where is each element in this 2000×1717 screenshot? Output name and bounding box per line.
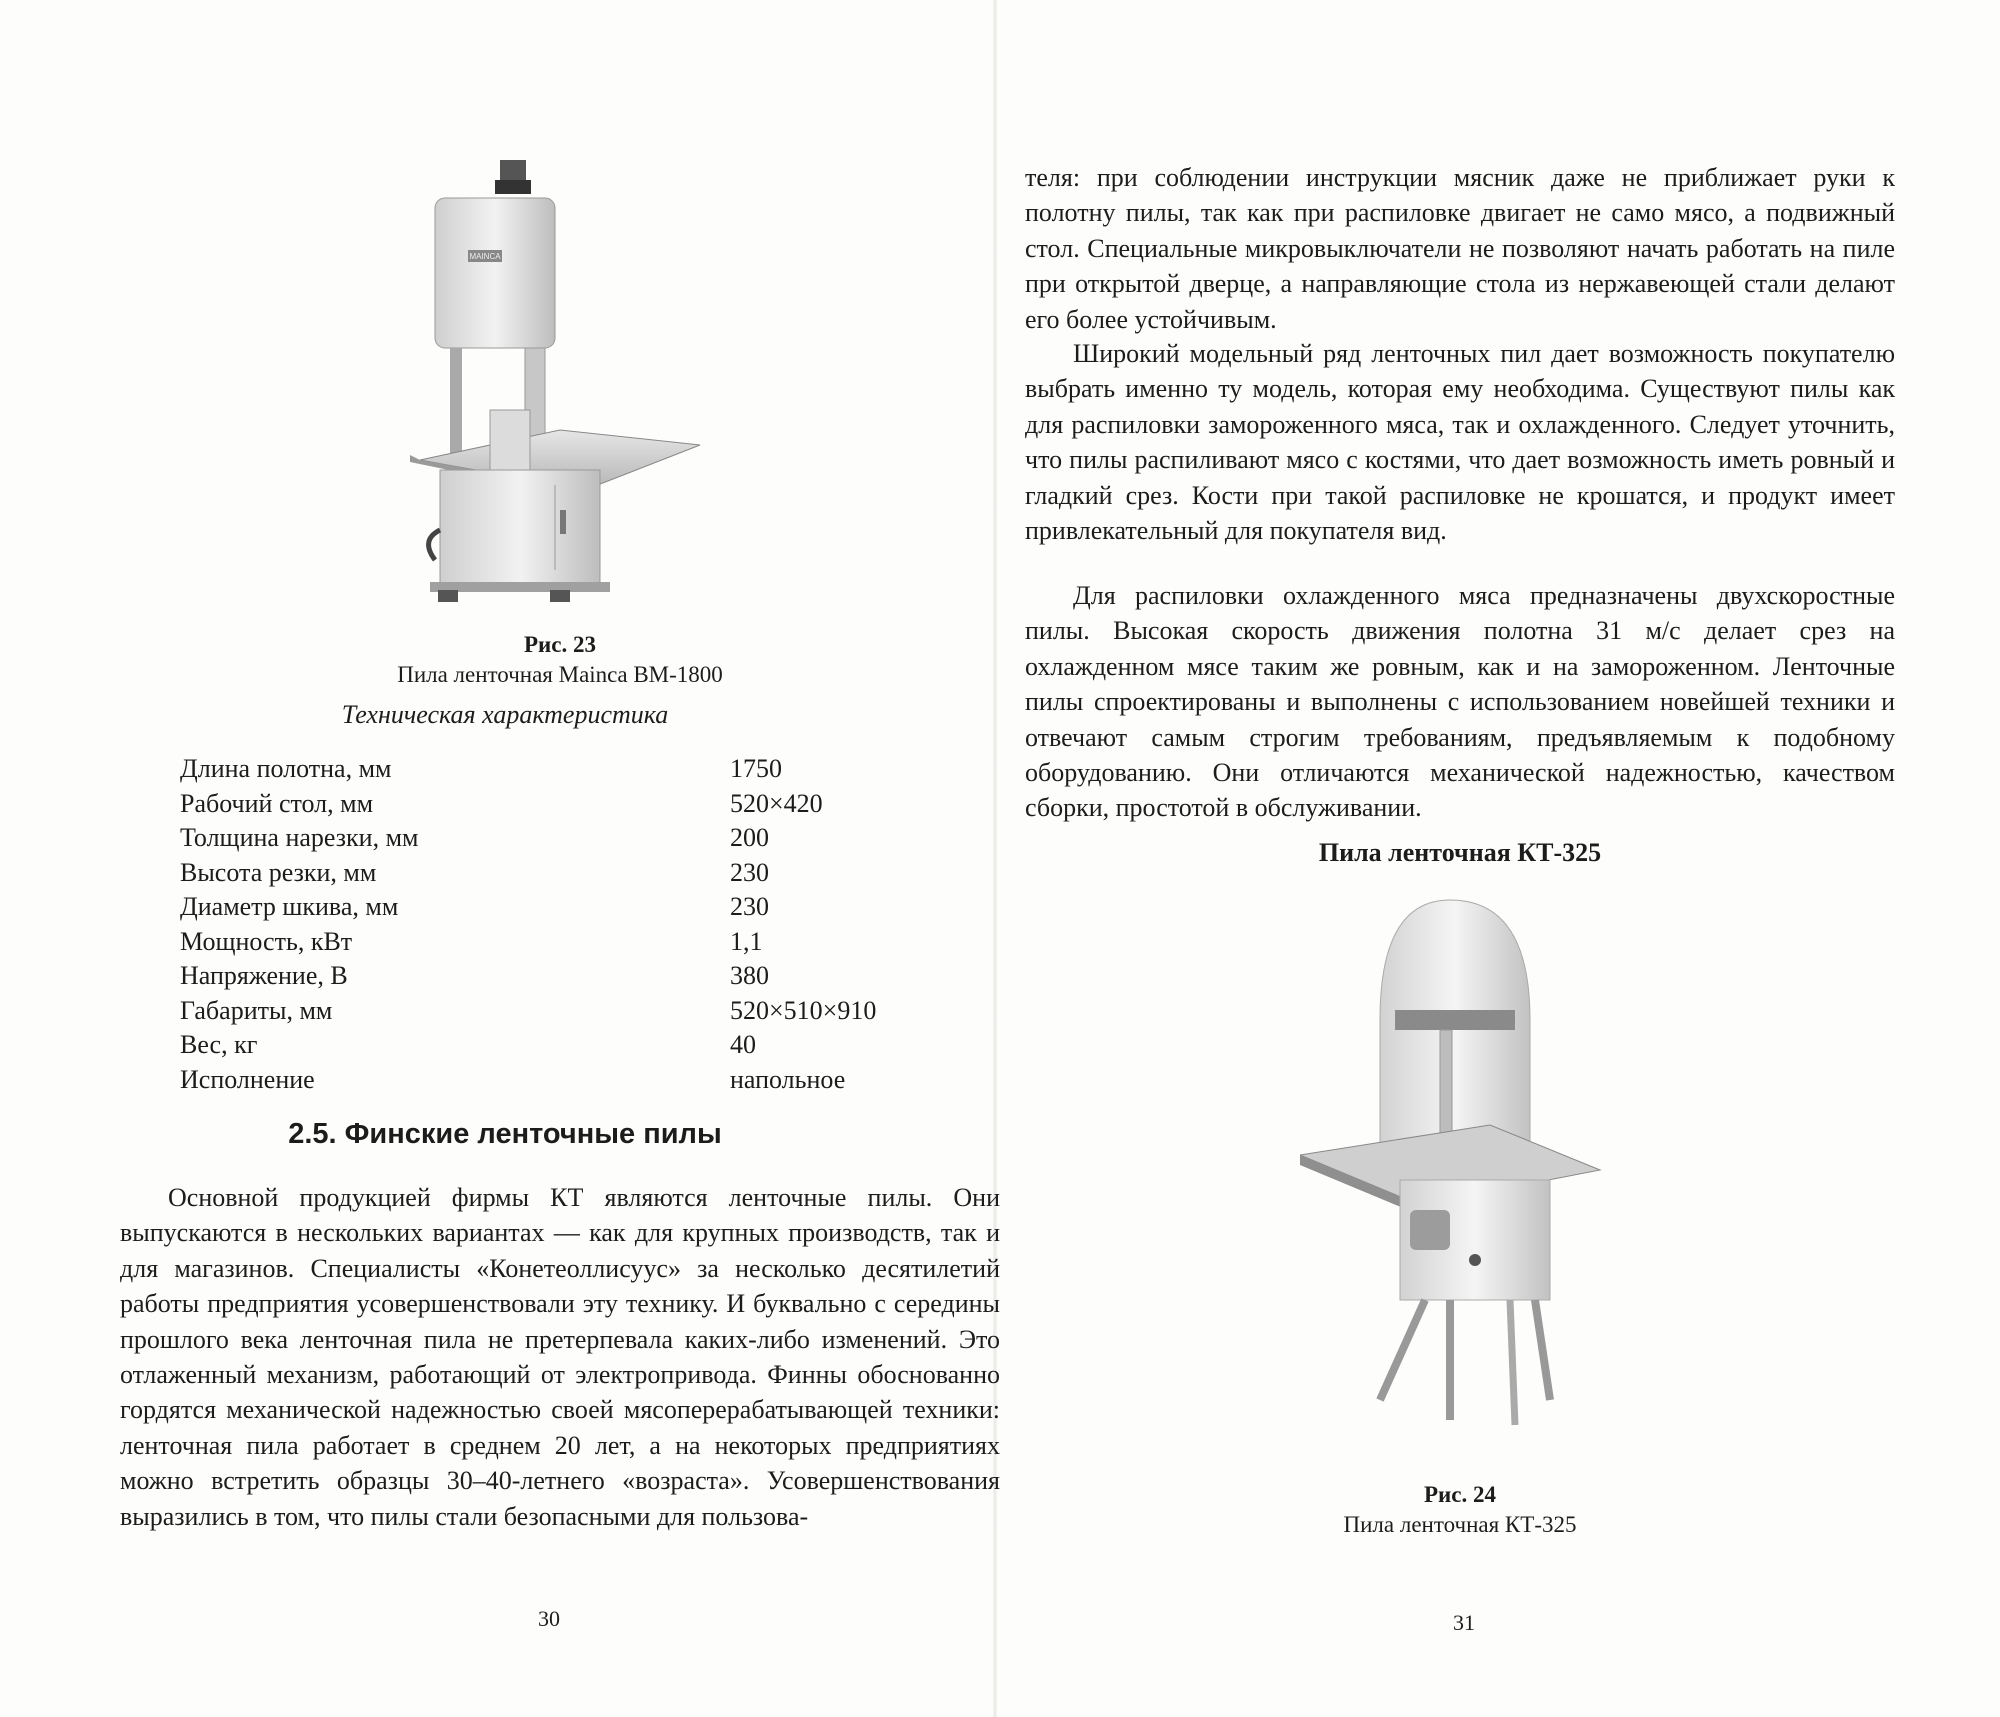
spec-value: 40 bbox=[730, 1030, 756, 1060]
figure-23-title: Пила ленточная Mainca BM-1800 bbox=[397, 662, 723, 687]
spec-row bbox=[180, 925, 900, 960]
spec-label: Мощность, кВт bbox=[180, 926, 353, 956]
mainca-logo: MAINCA bbox=[469, 252, 501, 261]
spec-label: Высота резки, мм bbox=[180, 857, 377, 887]
spec-row bbox=[180, 1028, 900, 1063]
spec-row bbox=[180, 752, 900, 787]
spec-label: Длина полотна, мм bbox=[180, 754, 392, 784]
spec-value: 520×420 bbox=[730, 788, 823, 818]
spec-value: 1750 bbox=[730, 754, 782, 784]
spec-label: Толщина нарезки, мм bbox=[180, 823, 419, 853]
body-paragraph: Основной продукцией фирмы КТ являются ленточные пилы. Они выпускаются в нескольких вариантах — как для крупных производств, так и для магазинов. Специалисты «Конетеоллисуус» за несколько десятилетий работы предприятия усовершенствовали эту технику. И буквально с середины прошлого века ленточная пила не претерпевала каких-либо изменений. Это отлаженный механизм, работающий от электропривода. Финны обоснованно гордятся механической надежностью своей мясоперерабатывающей техники: ленточная пила работает в среднем 20 лет, а на некоторых предприятиях можно встретить образцы 30–40-летнего «возраста». Усовершенствования выразились в том, что пилы стали безопасными для пользова- bbox=[120, 1183, 1000, 1531]
page-number-right: 31 bbox=[1453, 1610, 1475, 1635]
spec-value: 200 bbox=[730, 823, 769, 853]
spec-value: 520×510×910 bbox=[730, 995, 877, 1025]
body-paragraph: Для распиловки охлажденного мяса предназначены двухскоростные пилы. Высокая скорость движения полотна 31 м/с делает срез на охлажденном мясе таким же ровным, как и на замороженном. Ленточные пилы спроектированы и выполнены с использованием новейшей техники и отвечают самым строгим требованиям, предъявляемым к подобному оборудованию. Они отличаются механической надежностью, качеством сборки, простотой в обслуживании. bbox=[1025, 581, 1895, 823]
spec-label: Габариты, мм bbox=[180, 995, 333, 1025]
spec-label: Исполнение bbox=[180, 1064, 315, 1094]
figure-24-bandsaw-kt325 bbox=[1300, 880, 1630, 1440]
spec-label: Напряжение, В bbox=[180, 961, 348, 991]
figure-24-title: Пила ленточная КТ-325 bbox=[1343, 1512, 1577, 1537]
figure-24-caption bbox=[1220, 1480, 1700, 1540]
spec-value: 1,1 bbox=[730, 926, 763, 956]
spec-value: напольное bbox=[730, 1064, 846, 1094]
body-paragraph: теля: при соблюдении инструкции мясник даже не приближает руки к полотну пилы, так как при распиловке двигает не само мясо, а подвижный стол. Специальные микровыключатели не позволяют начать работать на пиле при открытой дверце, а направляющие стола из нержавеющей стали делают его более устойчивым. bbox=[1025, 163, 1895, 334]
spec-label: Диаметр шкива, мм bbox=[180, 892, 399, 922]
section-title: 2.5. Финские ленточные пилы bbox=[288, 1118, 722, 1150]
spec-row bbox=[180, 856, 900, 891]
figure-23-number: Рис. 23 bbox=[523, 632, 596, 657]
spec-value: 230 bbox=[730, 857, 769, 887]
body-paragraph: Широкий модельный ряд ленточных пил дает возможность покупателю выбрать именно ту модель, которая ему необходима. Существуют пилы как для распиловки замороженного мяса, так и охлажденного. Следует уточнить, что пилы распиливают мясо с костями, что дает возможность иметь ровный и гладкий срез. Кости при такой распиловке не крошатся, и продукт имеет привлекательный для покупателя вид. bbox=[1025, 339, 1895, 546]
spec-label: Вес, кг bbox=[180, 1030, 258, 1060]
figure-23-caption bbox=[300, 630, 820, 690]
spec-row bbox=[180, 994, 900, 1029]
spec-value: 380 bbox=[730, 961, 769, 991]
product-subheading: Пила ленточная КТ-325 bbox=[1318, 838, 1602, 867]
spec-row bbox=[180, 959, 900, 994]
spec-row bbox=[180, 890, 900, 925]
figure-23-bandsaw-mainca bbox=[410, 160, 710, 610]
figure-24-number: Рис. 24 bbox=[1423, 1482, 1496, 1507]
page-number-left: 30 bbox=[538, 1606, 560, 1631]
spec-row bbox=[180, 787, 900, 822]
spec-row bbox=[180, 1063, 900, 1098]
spec-value: 230 bbox=[730, 892, 769, 922]
spec-heading: Техническая характеристика bbox=[341, 700, 669, 729]
spec-table bbox=[180, 752, 900, 1097]
spec-label: Рабочий стол, мм bbox=[180, 788, 374, 818]
spec-row bbox=[180, 821, 900, 856]
